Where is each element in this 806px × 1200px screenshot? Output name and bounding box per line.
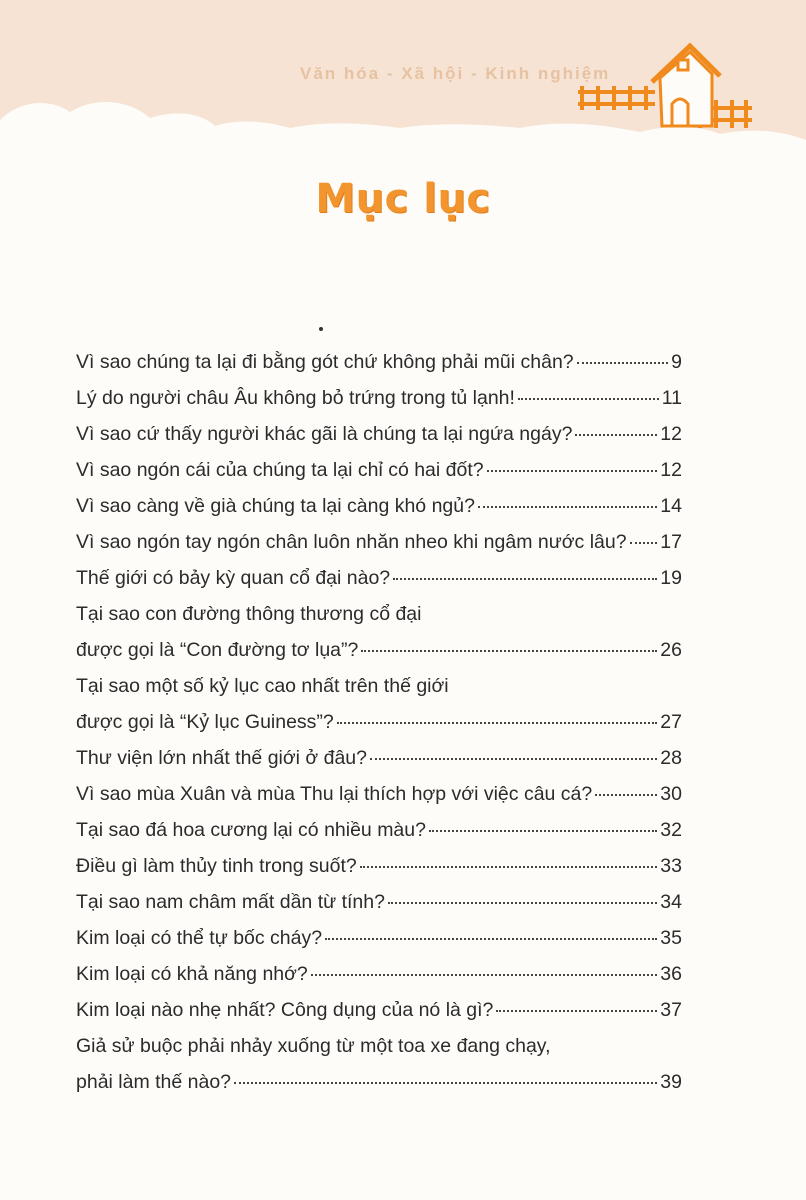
dot-leader [370,758,657,760]
toc-entry-page-number: 30 [660,783,682,805]
toc-entry [76,848,682,884]
dot-leader [575,434,657,436]
toc-entry-title: Tại sao đá hoa cương lại có nhiều màu? [76,819,426,841]
toc-entry-title-line1: Tại sao con đường thông thương cổ đại [76,603,422,625]
dot-leader [478,506,657,508]
toc-entry-page-number: 39 [660,1071,682,1093]
dot-leader [388,902,657,904]
toc-entry [76,560,682,596]
toc-entry-page-number: 32 [660,819,682,841]
toc-entry-title: Thế giới có bảy kỳ quan cổ đại nào? [76,567,391,589]
toc-entry-line [76,704,682,740]
toc-entry-page-number: 17 [660,531,682,553]
toc-entry [76,380,682,416]
toc-entry-page-number: 9 [671,351,682,373]
toc-entry [76,452,682,488]
toc-entry [76,956,682,992]
dot-leader [234,1082,657,1084]
header-band [0,0,806,160]
toc-entry [76,1028,682,1100]
dot-leader [337,722,658,724]
page-title: Mục lục [315,176,491,222]
dot-leader [487,470,658,472]
toc-entry-title: Vì sao cứ thấy người khác gãi là chúng ta lại ngứa ngáy? [76,423,573,445]
toc-entry-title: Vì sao ngón tay ngón chân luôn nhăn nheo khi ngâm nước lâu? [76,531,627,553]
toc-entry-line [76,884,682,920]
toc-entry-title: Thư viện lớn nhất thế giới ở đâu? [76,747,367,769]
toc-entry-line [76,380,682,416]
dot-leader [496,1010,657,1012]
toc-entry-line [76,1064,682,1100]
table-of-contents [76,344,682,1100]
toc-entry [76,416,682,452]
toc-entry-title: Vì sao chúng ta lại đi bằng gót chứ không phải mũi chân? [76,351,574,373]
toc-entry-title: Kim loại có thể tự bốc cháy? [76,927,323,949]
toc-entry-title-line2: được gọi là “Kỷ lục Guiness”? [76,711,334,733]
dot-leader [360,866,658,868]
toc-entry [76,884,682,920]
toc-entry-line [76,488,682,524]
toc-entry-page-number: 28 [660,747,682,769]
toc-entry-title: Vì sao mùa Xuân và mùa Thu lại thích hợp với việc câu cá? [76,783,593,805]
toc-entry-line [76,920,682,956]
toc-entry-title: Điều gì làm thủy tinh trong suốt? [76,855,357,877]
toc-entry [76,344,682,380]
toc-entry-title-line1: Giả sử buộc phải nhảy xuống từ một toa xe đang chạy, [76,1035,551,1057]
toc-entry-title-line1: Tại sao một số kỷ lục cao nhất trên thế giới [76,675,449,697]
dot-leader [361,650,657,652]
toc-entry-page-number: 37 [660,999,682,1021]
toc-entry-line [76,812,682,848]
series-label: Văn hóa - Xã hội - Kinh nghiệm [300,64,611,83]
dot-leader [577,362,669,364]
toc-entry-page-number: 12 [660,459,682,481]
toc-entry-title: Tại sao nam châm mất dần từ tính? [76,891,385,913]
toc-entry-page-number: 14 [660,495,682,517]
toc-entry-page-number: 34 [660,891,682,913]
toc-entry-title: Vì sao càng về già chúng ta lại càng khó ngủ? [76,495,475,517]
dot-leader [311,974,658,976]
toc-entry [76,524,682,560]
toc-entry-line [76,740,682,776]
toc-entry [76,776,682,812]
toc-entry-title: Kim loại nào nhẹ nhất? Công dụng của nó là gì? [76,999,494,1021]
toc-entry [76,596,682,668]
toc-entry-title-line2: được gọi là “Con đường tơ lụa”? [76,639,359,661]
toc-entry-page-number: 27 [660,711,682,733]
dot-leader [630,542,658,544]
toc-entry-line [76,848,682,884]
toc-entry-line [76,452,682,488]
toc-entry-page-number: 12 [660,423,682,445]
toc-entry-page-number: 11 [661,387,682,409]
toc-entry-page-number: 35 [660,927,682,949]
toc-entry-line [76,560,682,596]
toc-entry-line [76,956,682,992]
toc-entry [76,740,682,776]
toc-entry [76,992,682,1028]
toc-entry-line [76,524,682,560]
toc-entry-line [76,992,682,1028]
toc-entry [76,668,682,740]
toc-entry [76,812,682,848]
dot-leader [518,398,659,400]
toc-entry-page-number: 19 [660,567,682,589]
toc-entry [76,920,682,956]
dot-leader [595,794,657,796]
toc-entry-title-line2: phải làm thế nào? [76,1071,232,1093]
toc-entry-title: Lý do người châu Âu không bỏ trứng trong tủ lạnh! [76,387,515,409]
toc-entry-line [76,416,682,452]
toc-entry-title: Vì sao ngón cái của chúng ta lại chỉ có hai đốt? [76,459,484,481]
dot-leader [429,830,657,832]
toc-entry [76,488,682,524]
toc-entry-line [76,632,682,668]
ink-dot [319,327,323,331]
toc-entry-page-number: 33 [660,855,682,877]
toc-entry-title: Kim loại có khả năng nhớ? [76,963,308,985]
dot-leader [393,578,657,580]
toc-entry-line [76,344,682,380]
toc-entry-line [76,776,682,812]
toc-entry-page-number: 36 [660,963,682,985]
dot-leader [325,938,657,940]
toc-entry-page-number: 26 [660,639,682,661]
